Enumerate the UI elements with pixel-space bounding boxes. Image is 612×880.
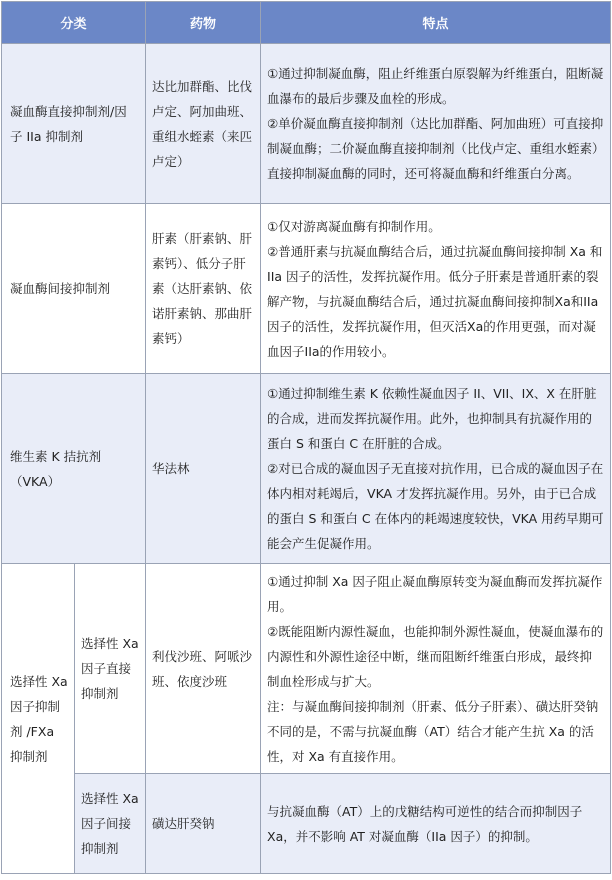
feature-item: ①通过抑制 Xa 因子阻止凝血酶原转变为凝血酶而发挥抗凝作用。 xyxy=(267,573,603,614)
row-features xyxy=(261,44,611,204)
row-features xyxy=(261,564,611,774)
feature-item: ②单价凝血酶直接抑制剂（达比加群酯、阿加曲班）可直接抑制凝血酶；二价凝血酶直接抑制剂（比伐卢定、重组水蛭素）直接抑制凝血酶的同时，还可将凝血酶和纤维蛋白分离。 xyxy=(267,116,604,181)
row-features xyxy=(261,774,611,874)
feature-item: ①通过抑制维生素 K 依赖性凝血因子 II、VII、IX、X 在肝脏的合成，进而发挥抗凝作用。此外，也抑制具有抗凝作用的蛋白 S 和蛋白 C 在肝脏的合成。 xyxy=(267,386,597,451)
feature-item: ②对已合成的凝血因子无直接对抗作用，已合成的凝血因子在体内相对耗竭后，VKA 才发挥抗凝作用。另外，由于已合成的蛋白 S 和蛋白 C 在体内的耗竭速度较快，VKA 用药早期可能会产生促凝作用。 xyxy=(267,461,604,551)
row-category: 维生素 K 拮抗剂（VKA） xyxy=(2,374,146,564)
header-features: 特点 xyxy=(261,2,611,44)
table-row xyxy=(2,374,611,564)
sub-category: 选择性 Xa 因子间接抑制剂 xyxy=(75,774,146,874)
row-drugs: 肝素（肝素钠、肝素钙）、低分子肝素（达肝素钠、依诺肝素钠、那曲肝素钙） xyxy=(146,204,261,374)
table-row xyxy=(2,774,611,874)
feature-item: 注：与凝血酶间接抑制剂（肝素、低分子肝素）、磺达肝癸钠不同的是，不需与抗凝血酶（AT）结合才能产生抗 Xa 的活性，对 Xa 有直接作用。 xyxy=(267,698,599,764)
row-features xyxy=(261,374,611,564)
table-row xyxy=(2,204,611,374)
row-category: 凝血酶直接抑制剂/因子 IIa 抑制剂 xyxy=(2,44,146,204)
row-drugs: 华法林 xyxy=(146,374,261,564)
row-category: 凝血酶间接抑制剂 xyxy=(2,204,146,374)
feature-item: 与抗凝血酶（AT）上的戊糖结构可逆性的结合而抑制因子 Xa，并不影响 AT 对凝血酶（IIa 因子）的抑制。 xyxy=(267,803,583,844)
row-drugs: 利伐沙班、阿哌沙班、依度沙班 xyxy=(146,564,261,774)
row-drugs: 达比加群酯、比伐卢定、阿加曲班、重组水蛭素（来匹卢定） xyxy=(146,44,261,204)
row-features xyxy=(261,204,611,374)
table-row xyxy=(2,44,611,204)
header-category: 分类 xyxy=(2,2,146,44)
feature-item: ②普通肝素与抗凝血酶结合后，通过抗凝血酶间接抑制 Xa 和 IIa 因子的活性，发挥抗凝作用。低分子肝素是普通肝素的裂解产物，与抗凝血酶结合后，通过抗凝血酶间接抑制Xa和IIa因子的活性，发挥抗凝作用，但灭活Xa的作用更强，而对凝血因子IIa的作用较小。 xyxy=(267,243,603,359)
anticoagulant-table xyxy=(1,1,611,874)
feature-item: ②既能阻断内源性凝血，也能抑制外源性凝血，使凝血瀑布的内源性和外源性途径中断，继而阻断纤维蛋白形成，最终抑制血栓形成与扩大。 xyxy=(267,623,604,689)
table-row xyxy=(2,564,611,774)
header-drug: 药物 xyxy=(146,2,261,44)
sub-category: 选择性 Xa 因子直接抑制剂 xyxy=(75,564,146,774)
feature-item: ①通过抑制凝血酶，阻止纤维蛋白原裂解为纤维蛋白，阻断凝血瀑布的最后步骤及血栓的形成。 xyxy=(267,66,604,106)
header-row xyxy=(2,2,611,44)
feature-item: ①仅对游离凝血酶有抑制作用。 xyxy=(267,218,441,234)
row-drugs: 磺达肝癸钠 xyxy=(146,774,261,874)
group-category: 选择性 Xa 因子抑制剂 /FXa 抑制剂 xyxy=(2,564,75,874)
